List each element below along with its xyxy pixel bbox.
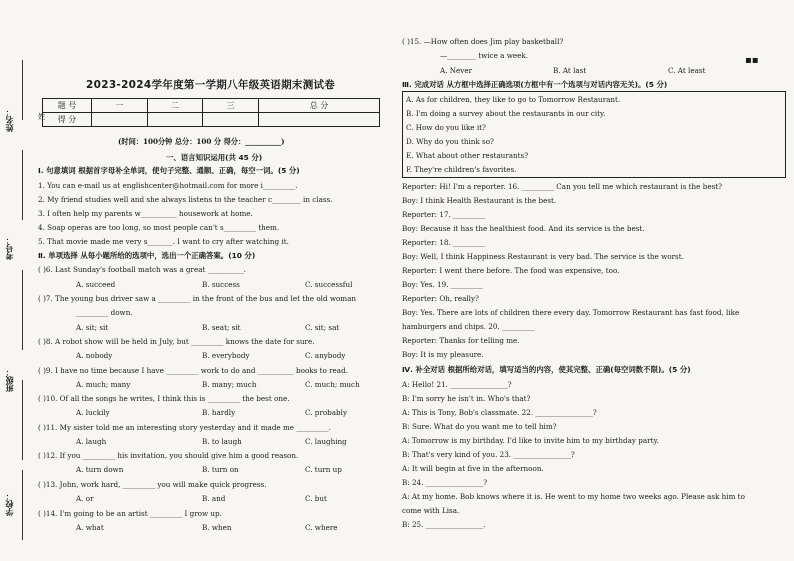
option-c[interactable]: C. sit; sat [305, 323, 340, 332]
question-line[interactable]: ( )7. The young bus driver saw a _________ in the front of the bus and let the old woman [38, 294, 357, 303]
score-table [42, 98, 380, 127]
box-option: A. As for children, they like to go to Tomorrow Restaurant. [406, 95, 621, 104]
option-b[interactable]: B. hardly [202, 408, 236, 417]
score-cell: 总 分 [259, 99, 380, 113]
option-a[interactable]: A. much; many [76, 380, 131, 389]
dialog-line[interactable]: B: 25. ________________. [402, 520, 486, 529]
option-c[interactable]: C. probably [305, 408, 348, 417]
dialog-line[interactable]: Reporter: 17. _________ [402, 210, 486, 219]
question-line[interactable]: 5. That movie made me very s_______. I want to cry after watching it. [38, 237, 289, 246]
option-a[interactable]: A. laugh [76, 437, 107, 446]
option-a[interactable]: A. or [76, 494, 94, 503]
score-cell: 三 [203, 99, 259, 113]
question-line-cont: —________ twice a week. [440, 51, 528, 60]
question-line[interactable]: ( )11. My sister told me an interesting story yesterday and it made me _________. [38, 423, 331, 432]
dialog-line: A: At my home. Bob knows where it is. He went to my home two weeks ago. Please ask him to [402, 492, 745, 501]
option-c[interactable]: C. turn up [305, 465, 342, 474]
score-cell: 得 分 [43, 113, 92, 127]
binding-line [22, 60, 23, 120]
dialog-line: Reporter: Thanks for telling me. [402, 336, 520, 345]
option-a[interactable]: A. turn down [76, 465, 124, 474]
option-c[interactable]: C. anybody [305, 351, 346, 360]
score-cell: 二 [147, 99, 203, 113]
question-line-cont: _________ down. [76, 308, 133, 317]
dialog-line[interactable]: B: That's very kind of you. 23. ________________? [402, 450, 575, 459]
name-label: 姓名： [5, 108, 14, 132]
box-option: E. What about other restaurants? [406, 151, 529, 160]
exam-no-label: 考号： [5, 236, 14, 260]
dialog-line: B: I'm sorry he isn't in. Who's that? [402, 394, 531, 403]
exam-title: 2023-2024学年度第一学期八年级英语期末测试卷 [86, 79, 336, 91]
option-a[interactable]: A. succeed [76, 280, 116, 289]
option-a[interactable]: A. luckily [76, 408, 110, 417]
option-c[interactable]: C. much; much [305, 380, 360, 389]
option-a[interactable]: A. sit; sit [76, 323, 109, 332]
dialog-line: Boy: Well, I think Happiness Restaurant is very bad. The service is the worst. [402, 252, 684, 261]
option-b[interactable]: B. success [202, 280, 240, 289]
dialog-line: come with Lisa. [402, 506, 460, 515]
seal-mark: 姓 [38, 112, 46, 121]
question-line[interactable]: 4. Soap operas are too long, so most people can't s_________ them. [38, 223, 280, 232]
option-c[interactable]: C. but [305, 494, 327, 503]
part1-heading: Ⅰ. 句意填词 根据首字母补全单词，使句子完整、通顺、正确，每空一词。(5 分) [38, 166, 300, 175]
box-option: F. They're children's favorites. [406, 165, 517, 174]
dialog-line[interactable]: Reporter: 18. _________ [402, 238, 486, 247]
score-cell: 题 号 [43, 99, 92, 113]
question-line[interactable]: 2. My friend studies well and she always listens to the teacher c________ in class. [38, 195, 333, 204]
binding-line [22, 380, 23, 460]
question-line[interactable]: ( )12. If you _________ his invitation, you should give him a good reason. [38, 451, 299, 460]
binding-line [22, 150, 23, 220]
section-heading: 一、语言知识运用(共 45 分) [166, 153, 263, 162]
part3-heading: Ⅲ. 完成对话 从方框中选择正确选项(方框中有一个选项与对话内容无关)。(5 分) [402, 80, 668, 89]
option-b[interactable]: B. everybody [202, 351, 250, 360]
score-table-score-row [43, 113, 380, 127]
option-b[interactable]: B. to laugh [202, 437, 242, 446]
school-label: 学校： [5, 492, 14, 516]
option-b[interactable]: B. turn on [202, 465, 239, 474]
box-option: B. I'm doing a survey about the restaurants in our city. [406, 109, 606, 118]
option-b[interactable]: B. seat; sit [202, 323, 241, 332]
option-a[interactable]: A. what [76, 523, 104, 532]
part4-heading: Ⅳ. 补全对话 根据所给对话，填写适当的内容，使其完整、正确(每空词数不限)。(5 分) [402, 365, 691, 374]
dialog-line: Reporter: I went there before. The food was expensive, too. [402, 266, 620, 275]
option-b[interactable]: B. when [202, 523, 232, 532]
dialog-line: Boy: Yes. There are lots of children there every day. Tomorrow Restaurant has fast food, like [402, 308, 740, 317]
option-c[interactable]: C. laughing [305, 437, 347, 446]
question-line[interactable]: ( )8. A robot show will be held in July, but _________ knows the date for sure. [38, 337, 315, 346]
dialog-line: B: Sure. What do you want me to tell him? [402, 422, 557, 431]
score-input-cell[interactable] [92, 113, 148, 127]
score-table-header-row [43, 99, 380, 113]
question-line[interactable]: ( )13. John, work hard, _________ you will make quick progress. [38, 480, 267, 489]
dialog-line: Boy: Because it has the healthiest food. And its service is the best. [402, 224, 645, 233]
binding-line [22, 470, 23, 540]
option-c[interactable]: C. At least [668, 66, 706, 75]
exam-info: (时间：100分钟 总分：100 分 得分：__________) [118, 137, 285, 146]
question-line[interactable]: ( )14. I'm going to be an artist _________ I grow up. [38, 509, 222, 518]
dialog-line: A: Tomorrow is my birthday. I'd like to invite him to my birthday party. [402, 436, 659, 445]
score-input-cell[interactable] [147, 113, 203, 127]
option-b[interactable]: B. At last [553, 66, 587, 75]
part2-heading: Ⅱ. 单项选择 从每小题所给的选项中，选出一个正确答案。(10 分) [38, 251, 256, 260]
class-label: 班级： [5, 368, 14, 392]
question-line[interactable]: ( )15. —How often does Jim play basketball? [402, 37, 564, 46]
dialog-line: Boy: It is my pleasure. [402, 350, 484, 359]
binding-line [22, 270, 23, 350]
question-line[interactable]: ( )10. Of all the songs he writes, I think this is _________ the best one. [38, 394, 290, 403]
box-option: C. How do you like it? [406, 123, 486, 132]
score-input-cell[interactable] [203, 113, 259, 127]
dialog-line: A: It will begin at five in the afternoon. [402, 464, 544, 473]
box-option: D. Why do you think so? [406, 137, 494, 146]
dialog-line: Boy: I think Health Restaurant is the best. [402, 196, 557, 205]
question-line[interactable]: 1. You can e-mail us at englishcenter@hotmail.com for more i_________. [38, 181, 298, 190]
option-b[interactable]: B. and [202, 494, 226, 503]
corner-mark: ▪▪ [745, 55, 759, 66]
dialog-line[interactable]: A: Hello! 21. ________________? [402, 380, 512, 389]
option-c[interactable]: C. successful [305, 280, 353, 289]
dialog-line: Reporter: Oh, really? [402, 294, 479, 303]
option-c[interactable]: C. where [305, 523, 338, 532]
option-a[interactable]: A. Never [440, 66, 473, 75]
dialog-line[interactable]: A: This is Tony, Bob's classmate. 22. ________________? [402, 408, 597, 417]
option-a[interactable]: A. nobody [76, 351, 113, 360]
dialog-line[interactable]: Boy: Yes. 19. _________ [402, 280, 484, 289]
score-cell: 一 [92, 99, 148, 113]
dialog-line[interactable]: B: 24. ________________? [402, 478, 488, 487]
question-line[interactable]: ( )6. Last Sunday's football match was a great __________. [38, 265, 246, 274]
score-input-cell[interactable] [259, 113, 380, 127]
option-b[interactable]: B. many; much [202, 380, 257, 389]
question-line[interactable]: 3. I often help my parents w__________ housework at home. [38, 209, 253, 218]
dialog-line[interactable]: hamburgers and chips. 20. _________ [402, 322, 535, 331]
dialog-line[interactable]: Reporter: Hi! I'm a reporter. 16. _________ Can you tell me which restaurant is the best? [402, 182, 723, 191]
question-line[interactable]: ( )9. I have no time because I have _________ work to do and __________ books to read. [38, 366, 348, 375]
